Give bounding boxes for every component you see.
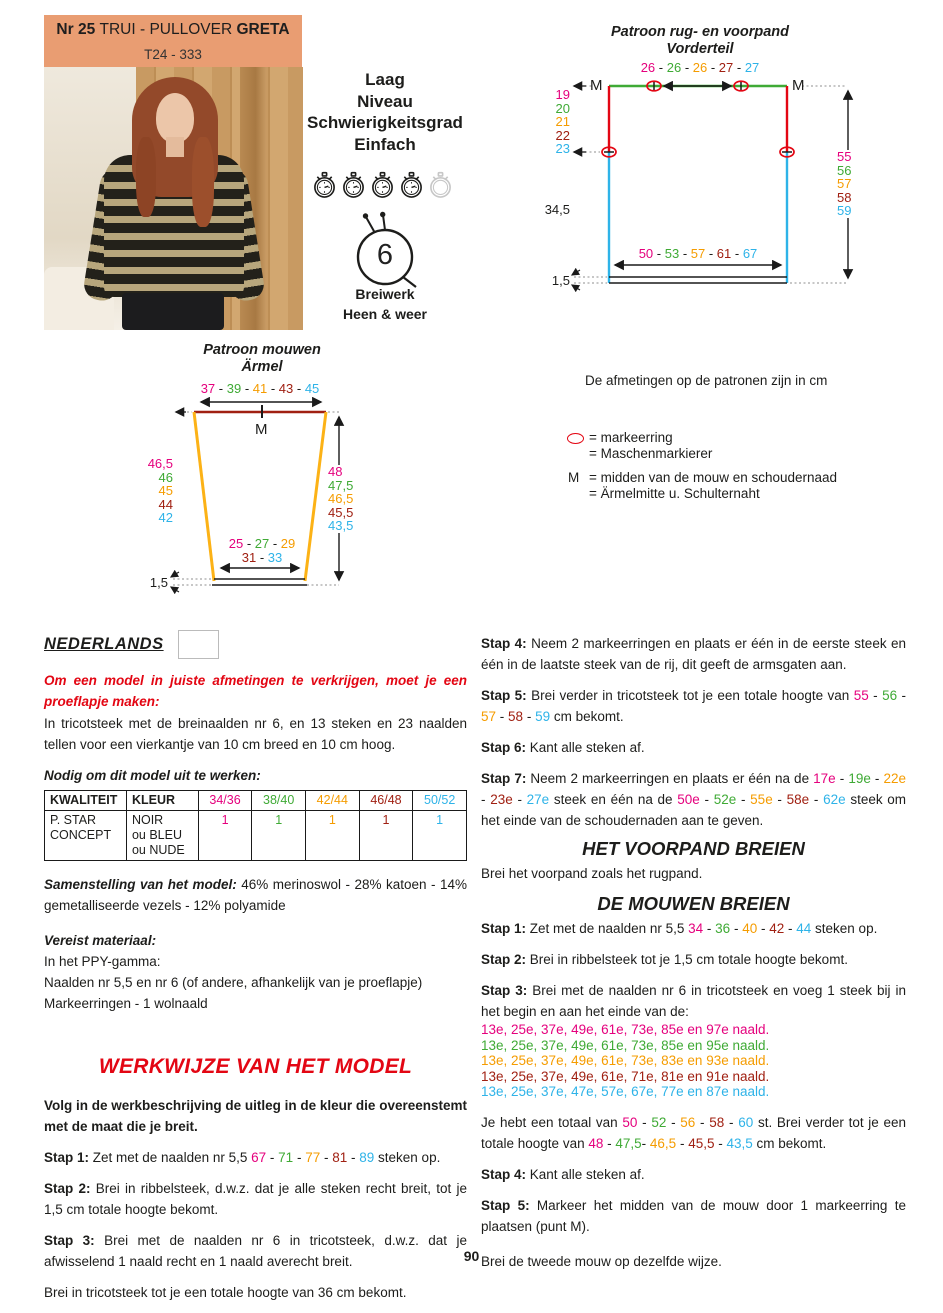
- quantity-size-4: 1: [359, 811, 413, 861]
- sleeve-step-3: Stap 3: Brei met de naalden nr 6 in tricotsteek en voeg 1 steek bij in het begin en aan het einde van de:: [481, 983, 906, 1019]
- increase-row-size-5: 13e, 25e, 37e, 47e, 57e, 67e, 77e en 87e naald.: [481, 1084, 770, 1099]
- difficulty-line: Laag: [365, 70, 405, 89]
- sleeve-diagram-title: Patroon mouwen Ärmel: [203, 342, 321, 375]
- pattern-title-banner: [44, 15, 302, 67]
- sleeve-step-5: Stap 5: Markeer het midden van de mouw door 1 markeerring te plaatsen (punt M).: [481, 1197, 906, 1234]
- header-quality: KWALITEIT: [45, 791, 127, 811]
- back-note: Brei in tricotsteek tot je een totale hoogte van 36 cm bekomt.: [44, 1285, 407, 1300]
- quantity-size-5: 1: [413, 811, 467, 861]
- work-type-line: Breiwerk: [355, 286, 415, 302]
- needle-size-number: 6: [376, 239, 394, 271]
- increase-row-size-1: 13e, 25e, 37e, 49e, 61e, 73e, 85e en 97e naald.: [481, 1022, 770, 1037]
- difficulty-line: Einfach: [354, 134, 416, 154]
- page-number: 90: [463, 1248, 480, 1264]
- back-step-1: Stap 1: Zet met de naalden nr 5,5 67 - 71 - 77 - 81 - 89 steken op.: [44, 1150, 441, 1165]
- material-heading: Vereist materiaal:: [44, 933, 157, 948]
- sleeve-total-text: Je hebt een totaal van 50 - 52 - 56 - 58 - 60 st. Brei verder tot je een totale hoogte van 48 - 47,5- 46,5 - 45,5 - 43,5 cm bekomt.: [481, 1114, 907, 1151]
- sleeve-step-4: Stap 4: Kant alle steken af.: [481, 1166, 645, 1182]
- pattern-title: Nr 25 TRUI - PULLOVER GRETA: [56, 21, 290, 38]
- gauge-text: In tricotsteek met de breinaalden nr 6, en 13 steken en 23 naalden tellen voor een vierkantje van 10 cm breed en 10 cm hoog.: [44, 716, 467, 752]
- yarn-quality: P. STAR CONCEPT: [45, 811, 127, 861]
- sleeve-right-heights: 48 47,5 46,5 45,5 43,5: [327, 465, 365, 533]
- gauge-warning: Om een model in juiste afmetingen te verkrijgen, moet je een proeflapje maken:: [44, 673, 467, 709]
- stopwatch-icon: [399, 171, 424, 199]
- composition-text: Samenstelling van het model: 46% merinoswol - 28% katoen - 14% gemetalliseerde vezels - 12% polyamide: [44, 877, 467, 913]
- left-column: [44, 630, 467, 1313]
- model-photo: [44, 67, 303, 330]
- header-color: KLEUR: [126, 791, 198, 811]
- photo-hair-lock-left: [136, 137, 156, 217]
- increase-row-size-2: 13e, 25e, 37e, 49e, 61e, 73e, 85e en 95e naald.: [481, 1037, 770, 1053]
- body-total-height: 34,5: [544, 202, 570, 217]
- difficulty-line: Schwierigkeitsgrad: [307, 113, 463, 132]
- body-rib-height: 1,5: [551, 273, 570, 288]
- pattern-code: T24 - 333: [144, 47, 202, 62]
- color-instruction-note: Volg in de werkbeschrijving de uitleg in de kleur die overeenstemt met de maat die je breit.: [44, 1098, 467, 1134]
- marker-ring-definition: = markeerring = Maschenmarkierer: [589, 430, 713, 461]
- m-symbol: M: [568, 470, 580, 485]
- header-size-42-44: 42/44: [306, 791, 360, 811]
- sleeve-rib-height: 1,5: [149, 575, 168, 590]
- yarn-color: NOIR ou BLEU ou NUDE: [126, 811, 198, 861]
- m-marker-left: M: [590, 77, 603, 94]
- stopwatch-icon-inactive: [428, 171, 453, 199]
- header-size-50-52: 50/52: [413, 791, 467, 811]
- increase-row-size-4: 13e, 25e, 37e, 49e, 61e, 71e, 81e en 91e naald.: [481, 1068, 770, 1084]
- sleeve-step-2: Stap 2: Brei in ribbelsteek tot je 1,5 cm totale hoogte bekomt.: [481, 952, 848, 967]
- photo-pants: [122, 293, 224, 330]
- sleeve-step-1: Stap 1: Zet met de naalden nr 5,5 34 - 36 - 40 - 42 - 44 steken op.: [481, 921, 878, 936]
- difficulty-block: [303, 69, 467, 155]
- quantity-size-1: 1: [198, 811, 252, 861]
- back-step-7: Stap 7: Neem 2 markeerringen en plaats er één na de 17e - 19e - 22e - 23e - 27e steek en één na de 50e - 52e - 55e - 58e - 62e steek om het einde van de schoudernaden aan te geven.: [481, 771, 907, 828]
- time-rating: [312, 171, 462, 199]
- marker-ring-icon: [567, 433, 584, 444]
- stopwatch-icon: [341, 171, 366, 199]
- quantity-size-2: 1: [252, 811, 306, 861]
- header-size-38-40: 38/40: [252, 791, 306, 811]
- back-step-5: Stap 5: Brei verder in tricotsteek tot je een totale hoogte van 55 - 56 - 57 - 58 - 59 cm bekomt.: [481, 688, 907, 724]
- body-diagram-title: Patroon rug- en voorpand Vorderteil: [610, 24, 790, 57]
- header-size-34-36: 34/36: [198, 791, 252, 811]
- back-step-4: Stap 4: Neem 2 markeerringen en plaats er één in de eerste steek en één in de laatste steek van de rij, dit geeft de armsgaten aan.: [481, 636, 906, 672]
- photo-face: [156, 93, 194, 143]
- needed-heading: Nodig om dit model uit te werken:: [44, 768, 261, 783]
- sleeve-top-widths: 37 - 39 - 41 - 43 - 45: [200, 381, 320, 396]
- back-step-3: Stap 3: Brei met de naalden nr 6 in tricotsteek, d.w.z. dat je afwisselend 1 naald recht en 1 naald averecht breit.: [44, 1233, 467, 1269]
- back-step-6: Stap 6: Kant alle steken af.: [481, 740, 645, 755]
- header-size-46-48: 46/48: [359, 791, 413, 811]
- work-method-heading: WERKWIJZE VAN HET MODEL: [98, 1055, 413, 1078]
- body-top-widths: 26 - 26 - 26 - 27 - 27: [640, 60, 760, 75]
- sleeve-bottom-widths-1: 25 - 27 - 29: [228, 536, 296, 551]
- stopwatch-icon: [370, 171, 395, 199]
- m-definition: = midden van de mouw en schoudernaad = Ärmelmitte u. Schulternaht: [589, 470, 838, 501]
- body-bottom-widths: 50 - 53 - 57 - 61 - 67: [638, 246, 758, 261]
- difficulty-line: Niveau: [357, 91, 413, 111]
- work-type-line: Heen & weer: [342, 306, 428, 322]
- increase-row-size-3: 13e, 25e, 37e, 49e, 61e, 73e, 83e en 93e naald.: [481, 1053, 770, 1068]
- stopwatch-icon: [312, 171, 337, 199]
- back-step-2: Stap 2: Brei in ribbelsteek, d.w.z. dat je alle steken recht breit, tot je 1,5 cm totale hoogte bekomt.: [44, 1181, 467, 1217]
- body-pattern-diagram: [540, 18, 890, 308]
- photo-neck: [166, 137, 184, 157]
- table-row: [45, 811, 467, 861]
- sleeves-section-heading: DE MOUWEN BREIEN: [597, 893, 790, 914]
- sleeve-pattern-diagram: [120, 338, 460, 598]
- increase-row-list: [481, 1022, 906, 1100]
- work-type-block: [318, 284, 452, 324]
- language-header: [44, 630, 467, 659]
- front-section-heading: HET VOORPAND BREIEN: [582, 838, 805, 859]
- material-list: In het PPY-gamma: Naalden nr 5,5 en nr 6 (of andere, afhankelijk van je proeflapje) Markeerringen - 1 wolnaald: [44, 954, 423, 1011]
- dutch-flag-icon: [178, 630, 219, 659]
- m-marker-right: M: [792, 77, 805, 94]
- sleeve-left-heights: 46,5 46 45 44 42: [147, 456, 173, 525]
- body-left-heights: 19 20 21 22 23: [555, 87, 570, 156]
- front-text: Brei het voorpand zoals het rugpand.: [481, 866, 703, 881]
- sleeve-m-marker: M: [255, 421, 268, 438]
- photo-hair-lock-right: [192, 137, 214, 227]
- knitting-needles-badge: [345, 213, 425, 293]
- second-sleeve-note: Brei de tweede mouw op dezelfde wijze.: [481, 1253, 722, 1269]
- table-header-row: [45, 791, 467, 811]
- body-right-heights: 55 56 57 58 59: [836, 150, 864, 218]
- yarn-quantity-table: [44, 790, 467, 861]
- right-column: [481, 633, 906, 1282]
- language-name: NEDERLANDS: [44, 635, 164, 653]
- quantity-size-3: 1: [306, 811, 360, 861]
- units-note: De afmetingen op de patronen zijn in cm: [585, 373, 828, 388]
- sleeve-bottom-widths-2: 31 - 33: [241, 550, 283, 565]
